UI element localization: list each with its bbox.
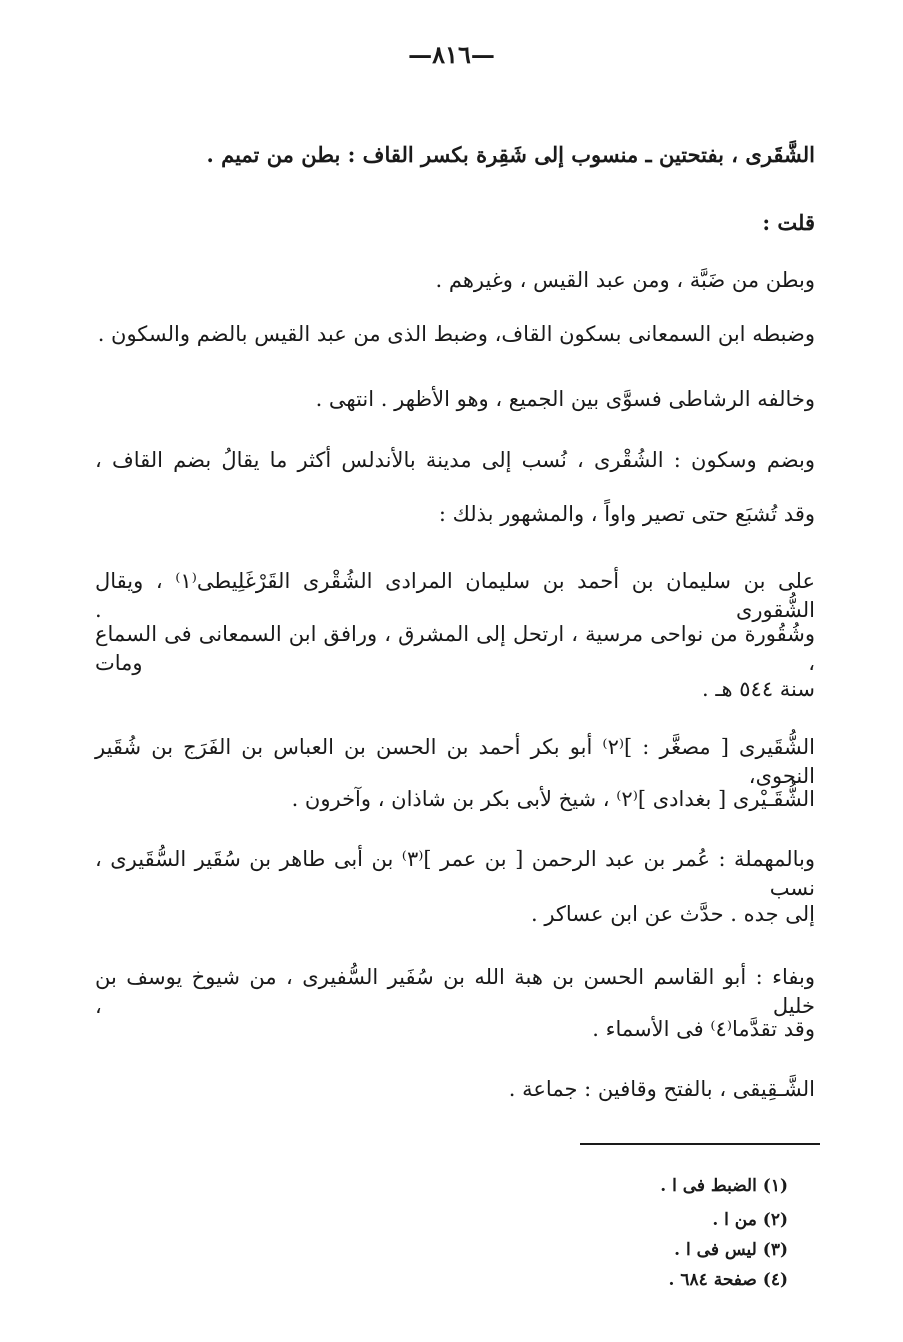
text-line: سنة ٥٤٤ هـ . <box>702 677 815 701</box>
text-line: إلى جده . حدَّث عن ابن عساكر . <box>530 902 815 926</box>
entry-shaqari-line: الشَّقَرى ، بفتحتين ـ منسوب إلى شَقِرة بكسر القاف : بطن من تميم . <box>206 142 815 167</box>
text-line: وبضم وسكون : الشُقْرى ، نُسب إلى مدينة بالأندلس أكثر ما يقالُ بضم القاف ، <box>95 448 815 472</box>
text-line: وشُقُورة من نواحى مرسية ، ارتحل إلى المشرق ، ورافق ابن السمعانى فى السماع ، ومات <box>95 622 815 676</box>
text-line: وبطن من ضَبَّة ، ومن عبد القيس ، وغيرهم . <box>435 268 815 292</box>
text-line: وضبطه ابن السمعانى بسكون القاف، وضبط الذى من عبد القيس بالضم والسكون . <box>97 322 815 346</box>
text-line: وبالمهملة : عُمر بن عبد الرحمن [ بن عمر ]⁽٣⁾ بن أبى طاهر بن سُقَير السُّقَيرى ، نسب <box>95 847 816 901</box>
footnote-4: (٤) صفحة ٦٨٤ . <box>668 1270 788 1290</box>
footnote-divider <box>580 1143 820 1145</box>
text-line: الشَّـقِيقى ، بالفتح وقافين : جماعة . <box>508 1077 815 1101</box>
text-line: وقد تقدَّما⁽٤⁾ فى الأسماء . <box>592 1017 815 1041</box>
text-line: وخالفه الرشاطى فسوَّى بين الجميع ، وهو الأظهر . انتهى . <box>315 387 815 411</box>
footnote-2: (٢) من ا . <box>712 1210 788 1230</box>
qultu-line: قلت : <box>762 210 815 235</box>
page-number: —٨١٦— <box>408 40 495 69</box>
footnote-1: (١) الضبط فى ا . <box>660 1176 788 1196</box>
text-line: على بن سليمان بن أحمد بن سليمان المرادى الشُقْرى القَرْغَلِيطى⁽١⁾ ، ويقال الشُّقورى . <box>95 569 815 623</box>
text-line: الشُّقَيرى [ مصغَّر : ]⁽٢⁾ أبو بكر أحمد بن الحسن بن العباس بن الفَرَج بن شُقَير النحوى، <box>95 735 816 789</box>
text-line: وقد تُشبَع حتى تصير واواً ، والمشهور بذلك : <box>438 502 815 526</box>
text-line: وبفاء : أبو القاسم الحسن بن هبة الله بن سُفَير السُّفيرى ، من شيوخ يوسف بن خليل ، <box>95 965 815 1019</box>
text-line: الشُّقَـيْرى [ بغدادى ]⁽٢⁾ ، شيخ لأبى بكر بن شاذان ، وآخرون . <box>291 787 815 811</box>
footnote-3: (٣) ليس فى ا . <box>674 1240 788 1260</box>
